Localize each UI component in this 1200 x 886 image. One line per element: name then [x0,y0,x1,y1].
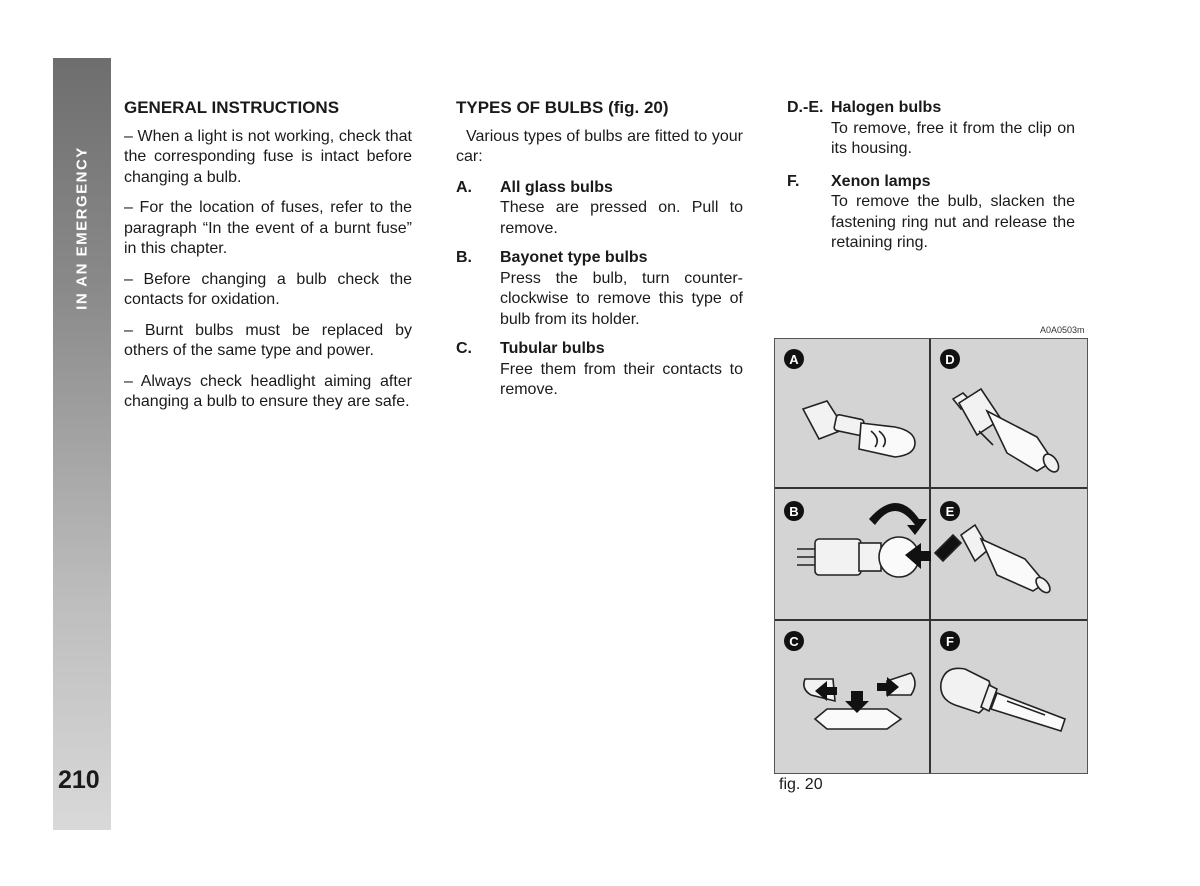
figure-reference: (fig. 20) [603,98,669,117]
instruction-paragraph: – When a light is not working, check that the corresponding fuse is intact before changing a bulb. [124,127,412,186]
bulb-type-item [787,98,1075,160]
figure-caption: fig. 20 [779,776,823,793]
general-instructions-heading: GENERAL INSTRUCTIONS [124,98,340,117]
bulb-types-title: TYPES OF BULBS [456,98,604,117]
instruction-paragraph: – Burnt bulbs must be replaced by others of the same type and power. [124,321,412,359]
item-letter: B. [456,249,472,266]
panel-e [935,501,1053,595]
item-body: To remove the bulb, slacken the fastening ring nut and release the retaining ring. [831,193,1075,251]
panel-a [784,349,915,457]
panel-b [784,501,931,577]
halogen-bulb-icon [953,389,1062,475]
item-letter: D.-E. [787,99,824,116]
section-tab [53,58,111,318]
item-body: Press the bulb, turn counter-clockwise to remove this type of bulb from its holder. [500,269,743,328]
bulb-type-item [456,178,743,240]
section-title: IN AN EMERGENCY [73,146,91,310]
xenon-lamp-icon [941,668,1065,731]
halogen-bulb-icon [935,525,1053,595]
panel-label: E [945,504,955,519]
item-title: Bayonet type bulbs [500,249,648,266]
bulb-types-figure [774,338,1088,774]
glass-bulb-icon [803,401,915,457]
item-body: These are pressed on. Pull to remove. [500,199,743,237]
page-number: 210 [58,766,100,794]
panel-label: D [945,352,955,367]
item-body: Free them from their contacts to remove. [500,360,743,398]
panel-label: F [946,634,954,649]
item-title: Tubular bulbs [500,340,605,357]
more-bulb-types-column [787,98,1075,263]
item-letter: A. [456,178,472,196]
instruction-paragraph: – Before changing a bulb check the contacts for oxidation. [124,270,412,308]
instruction-paragraph: – Always check headlight aiming after changing a bulb to ensure they are safe. [124,372,412,410]
panel-label: C [789,634,799,649]
panel-d [940,349,1062,475]
item-title: Halogen bulbs [831,99,942,116]
figure-code: A0A0503m [1040,325,1085,335]
panel-label: B [789,504,799,519]
bulb-type-item [456,248,743,330]
bulb-types-column [456,98,743,410]
bulb-types-intro: Various types of bulbs are fitted to your car: [456,127,743,165]
item-title: Xenon lamps [831,172,931,190]
item-letter: F. [787,172,800,190]
item-title: All glass bulbs [500,178,613,196]
general-instructions-column [124,98,412,423]
item-letter: C. [456,340,472,357]
instruction-paragraph: – For the location of fuses, refer to the paragraph “In the event of a burnt fuse” in this chapter. [124,199,412,257]
bayonet-bulb-icon [797,537,919,577]
bulb-type-item [456,339,743,401]
bulb-illustration [775,339,1087,773]
rotate-arrow-icon [869,503,927,535]
bulb-type-item [787,172,1075,254]
panel-f [940,631,1065,731]
panel-label: A [789,352,799,367]
bulb-types-heading [456,98,743,119]
item-body: To remove, free it from the clip on its housing. [831,119,1075,157]
panel-c [784,631,915,729]
